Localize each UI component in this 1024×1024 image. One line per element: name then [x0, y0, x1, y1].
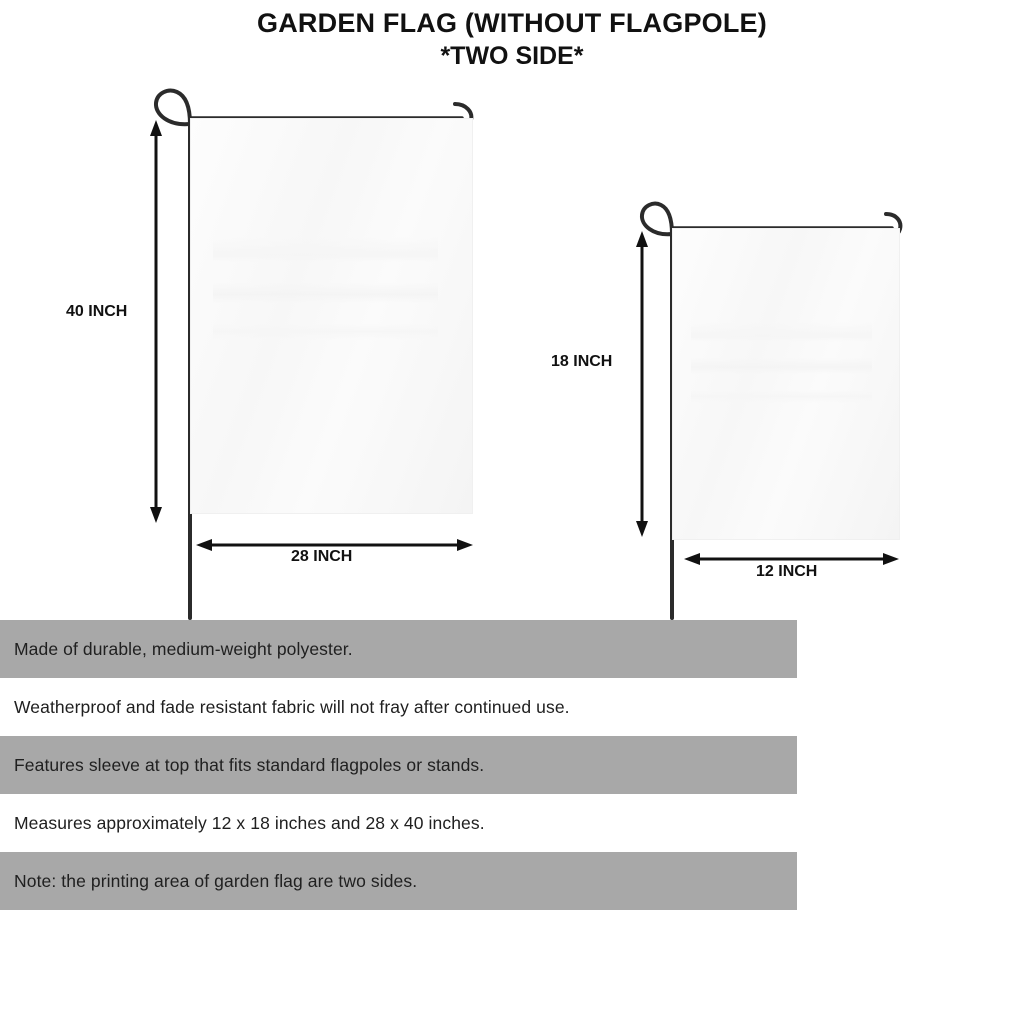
list-item: Note: the printing area of garden flag are two sides.: [0, 852, 797, 910]
large-flag-height-label: 40 INCH: [66, 303, 128, 320]
list-item: Measures approximately 12 x 18 inches and 28 x 40 inches.: [0, 794, 797, 852]
feature-list: [0, 620, 797, 910]
small-flag-height-label: 18 INCH: [551, 353, 613, 370]
title-line-secondary: *TWO SIDE*: [440, 42, 584, 70]
list-item: Weatherproof and fade resistant fabric will not fray after continued use.: [0, 678, 797, 736]
small-flag-fabric: [672, 228, 900, 540]
large-flag-width-label: 28 INCH: [291, 548, 353, 565]
large-flag-fabric: [190, 118, 473, 514]
large-flag-height-dimension: [150, 120, 162, 523]
small-flag-width-label: 12 INCH: [756, 563, 818, 580]
title-line-primary: GARDEN FLAG (WITHOUT FLAGPOLE): [257, 8, 767, 38]
list-item: Features sleeve at top that fits standard flagpoles or stands.: [0, 736, 797, 794]
list-item: Made of durable, medium-weight polyester.: [0, 620, 797, 678]
small-flag-height-dimension: [636, 231, 648, 537]
